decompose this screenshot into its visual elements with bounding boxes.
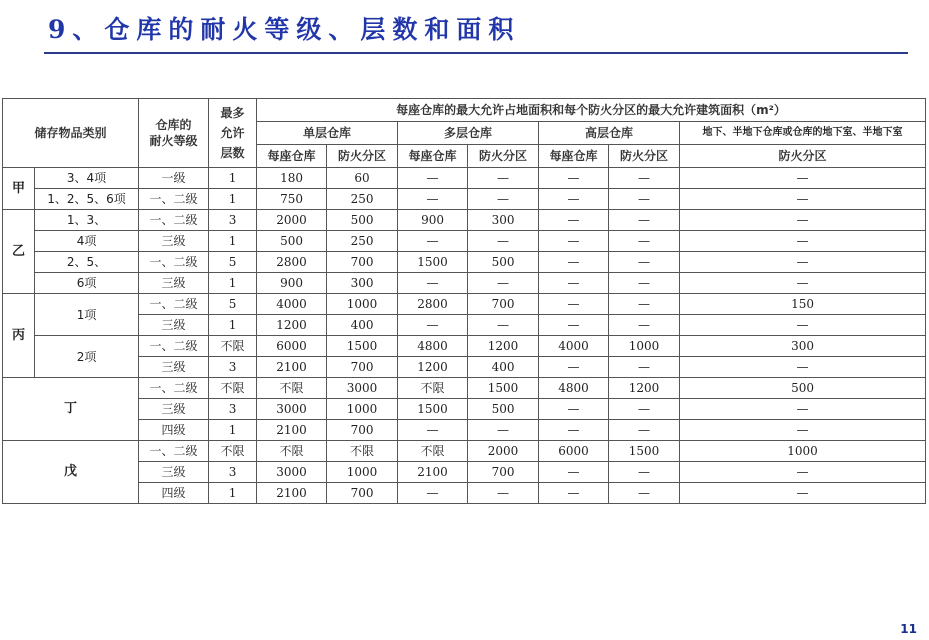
area-cell: 300 <box>680 336 926 357</box>
area-cell: 1000 <box>327 399 398 420</box>
header-area-title: 每座仓库的最大允许占地面积和每个防火分区的最大允许建筑面积（m²） <box>257 99 926 122</box>
area-cell: 1500 <box>468 378 539 399</box>
area-cell: — <box>539 315 609 336</box>
subcategory-label: 4项 <box>35 231 139 252</box>
area-cell: 750 <box>257 189 327 210</box>
area-cell: — <box>680 315 926 336</box>
area-cell: — <box>468 273 539 294</box>
area-cell: 不限 <box>327 441 398 462</box>
table-row <box>3 252 926 273</box>
area-cell: — <box>539 462 609 483</box>
max-floors-cell: 不限 <box>209 378 257 399</box>
max-floors-cell: 1 <box>209 273 257 294</box>
area-cell: 500 <box>257 231 327 252</box>
area-cell: 900 <box>257 273 327 294</box>
area-cell: — <box>680 357 926 378</box>
table-row <box>3 336 926 357</box>
area-cell: — <box>539 210 609 231</box>
area-cell: 2100 <box>257 483 327 504</box>
area-cell: 700 <box>327 420 398 441</box>
header-fire-zone: 防火分区 <box>327 145 398 168</box>
area-cell: — <box>680 420 926 441</box>
area-cell: — <box>468 231 539 252</box>
area-cell: — <box>609 252 680 273</box>
area-cell: 3000 <box>257 399 327 420</box>
table-row <box>3 483 926 504</box>
max-floors-cell: 3 <box>209 462 257 483</box>
page-number: 11 <box>900 622 917 636</box>
area-cell: 150 <box>680 294 926 315</box>
fire-rating-cell: 三级 <box>139 231 209 252</box>
area-cell: — <box>468 189 539 210</box>
area-cell: — <box>609 210 680 231</box>
area-cell: — <box>398 420 468 441</box>
area-cell: — <box>609 399 680 420</box>
area-cell: — <box>539 483 609 504</box>
area-cell: — <box>539 420 609 441</box>
area-cell: — <box>680 189 926 210</box>
fire-rating-cell: 三级 <box>139 315 209 336</box>
slide-title: 9、仓库的耐火等级、层数和面积 <box>48 15 521 44</box>
header-category: 储存物品类别 <box>3 99 139 168</box>
fire-rating-cell: 四级 <box>139 420 209 441</box>
header-single: 单层仓库 <box>257 122 398 145</box>
area-cell: — <box>680 273 926 294</box>
header-fire-zone: 防火分区 <box>609 145 680 168</box>
area-cell: 500 <box>327 210 398 231</box>
table-row <box>3 210 926 231</box>
area-cell: — <box>539 294 609 315</box>
subcategory-label: 2、5、 <box>35 252 139 273</box>
area-cell: 2000 <box>257 210 327 231</box>
area-cell: 1000 <box>680 441 926 462</box>
area-cell: 300 <box>327 273 398 294</box>
header-fire-zone: 防火分区 <box>468 145 539 168</box>
group-label: 乙 <box>3 210 35 294</box>
max-floors-cell: 3 <box>209 399 257 420</box>
area-cell: 3000 <box>257 462 327 483</box>
area-cell: 180 <box>257 168 327 189</box>
area-cell: 4000 <box>257 294 327 315</box>
header-fire-zone: 防火分区 <box>680 145 926 168</box>
area-cell: 400 <box>327 315 398 336</box>
group-label: 丁 <box>3 378 139 441</box>
area-cell: 1200 <box>398 357 468 378</box>
max-floors-cell: 1 <box>209 315 257 336</box>
area-cell: — <box>609 483 680 504</box>
area-cell: 400 <box>468 357 539 378</box>
header-multi: 多层仓库 <box>398 122 539 145</box>
fire-rating-cell: 一、二级 <box>139 294 209 315</box>
area-cell: — <box>680 252 926 273</box>
area-cell: 300 <box>468 210 539 231</box>
table-row <box>3 273 926 294</box>
area-cell: 2000 <box>468 441 539 462</box>
area-cell: — <box>539 189 609 210</box>
area-cell: — <box>680 462 926 483</box>
table-body <box>3 168 926 504</box>
area-cell: 2800 <box>398 294 468 315</box>
area-cell: 1200 <box>609 378 680 399</box>
area-cell: 500 <box>468 252 539 273</box>
area-cell: — <box>680 210 926 231</box>
max-floors-cell: 不限 <box>209 441 257 462</box>
group-label: 丙 <box>3 294 35 378</box>
fire-rating-cell: 一、二级 <box>139 378 209 399</box>
max-floors-cell: 1 <box>209 189 257 210</box>
area-cell: 不限 <box>398 441 468 462</box>
fire-rating-cell: 一、二级 <box>139 189 209 210</box>
area-cell: 2100 <box>257 357 327 378</box>
area-cell: — <box>680 483 926 504</box>
max-floors-cell: 1 <box>209 420 257 441</box>
area-cell: 2100 <box>398 462 468 483</box>
subcategory-label: 3、4项 <box>35 168 139 189</box>
table-row <box>3 231 926 252</box>
area-cell: 不限 <box>257 378 327 399</box>
area-cell: 60 <box>327 168 398 189</box>
subcategory-label: 1、2、5、6项 <box>35 189 139 210</box>
max-floors-cell: 1 <box>209 231 257 252</box>
header-high: 高层仓库 <box>539 122 680 145</box>
area-cell: — <box>398 189 468 210</box>
fire-rating-cell: 三级 <box>139 273 209 294</box>
max-floors-cell: 3 <box>209 210 257 231</box>
fire-rating-cell: 一、二级 <box>139 336 209 357</box>
area-cell: — <box>680 231 926 252</box>
area-cell: — <box>609 294 680 315</box>
fire-rating-cell: 三级 <box>139 462 209 483</box>
area-cell: — <box>609 357 680 378</box>
area-cell: — <box>609 462 680 483</box>
area-cell: 250 <box>327 189 398 210</box>
max-floors-cell: 3 <box>209 357 257 378</box>
area-cell: — <box>539 168 609 189</box>
area-cell: 700 <box>327 357 398 378</box>
area-cell: 3000 <box>327 378 398 399</box>
area-cell: 700 <box>327 252 398 273</box>
area-cell: — <box>609 189 680 210</box>
subcategory-label: 2项 <box>35 336 139 378</box>
max-floors-cell: 1 <box>209 168 257 189</box>
area-cell: — <box>398 273 468 294</box>
area-cell: 1200 <box>257 315 327 336</box>
area-cell: 4800 <box>398 336 468 357</box>
header-per-warehouse: 每座仓库 <box>539 145 609 168</box>
area-cell: — <box>609 273 680 294</box>
group-label: 戊 <box>3 441 139 504</box>
fire-rating-cell: 一、二级 <box>139 252 209 273</box>
group-label: 甲 <box>3 168 35 210</box>
area-cell: 4800 <box>539 378 609 399</box>
area-cell: — <box>398 315 468 336</box>
area-cell: 700 <box>468 462 539 483</box>
area-cell: 1500 <box>398 399 468 420</box>
fire-rating-cell: 一、二级 <box>139 441 209 462</box>
subcategory-label: 1、3、 <box>35 210 139 231</box>
header-per-warehouse: 每座仓库 <box>257 145 327 168</box>
area-cell: — <box>468 420 539 441</box>
table-row <box>3 441 926 462</box>
area-cell: 1500 <box>609 441 680 462</box>
max-floors-cell: 5 <box>209 294 257 315</box>
table-row <box>3 168 926 189</box>
area-cell: 700 <box>468 294 539 315</box>
area-cell: 900 <box>398 210 468 231</box>
table-row <box>3 420 926 441</box>
area-cell: — <box>680 399 926 420</box>
fire-rating-cell: 三级 <box>139 357 209 378</box>
fire-rating-cell: 一、二级 <box>139 210 209 231</box>
area-cell: — <box>680 168 926 189</box>
max-floors-cell: 1 <box>209 483 257 504</box>
area-cell: 250 <box>327 231 398 252</box>
area-cell: — <box>539 252 609 273</box>
fire-rating-cell: 三级 <box>139 399 209 420</box>
header-max-floors: 最多 允许 层数 <box>209 99 257 168</box>
table-row <box>3 357 926 378</box>
warehouse-fire-table <box>2 98 925 504</box>
area-cell: 2800 <box>257 252 327 273</box>
area-cell: — <box>468 483 539 504</box>
table-row <box>3 378 926 399</box>
subcategory-label: 1项 <box>35 294 139 336</box>
area-cell: 1000 <box>327 462 398 483</box>
area-cell: 500 <box>680 378 926 399</box>
area-cell: — <box>539 357 609 378</box>
table-row <box>3 315 926 336</box>
area-cell: — <box>609 315 680 336</box>
area-cell: 1500 <box>398 252 468 273</box>
max-floors-cell: 不限 <box>209 336 257 357</box>
table-row <box>3 399 926 420</box>
area-cell: — <box>609 231 680 252</box>
area-cell: 500 <box>468 399 539 420</box>
area-cell: — <box>539 231 609 252</box>
title-underline <box>44 52 908 54</box>
area-cell: 2100 <box>257 420 327 441</box>
area-cell: — <box>609 168 680 189</box>
area-cell: 不限 <box>398 378 468 399</box>
area-cell: 1200 <box>468 336 539 357</box>
fire-rating-cell: 一级 <box>139 168 209 189</box>
header-fire-rating: 仓库的 耐火等级 <box>139 99 209 168</box>
fire-rating-cell: 四级 <box>139 483 209 504</box>
header-per-warehouse: 每座仓库 <box>398 145 468 168</box>
area-cell: 700 <box>327 483 398 504</box>
area-cell: 6000 <box>257 336 327 357</box>
area-cell: 6000 <box>539 441 609 462</box>
area-cell: — <box>398 168 468 189</box>
area-cell: — <box>468 168 539 189</box>
area-cell: 1500 <box>327 336 398 357</box>
area-cell: — <box>398 231 468 252</box>
subcategory-label: 6项 <box>35 273 139 294</box>
area-cell: 4000 <box>539 336 609 357</box>
table-row <box>3 462 926 483</box>
max-floors-cell: 5 <box>209 252 257 273</box>
table-row <box>3 294 926 315</box>
header-underground: 地下、半地下仓库或仓库的地下室、半地下室 <box>680 122 926 145</box>
area-cell: — <box>539 399 609 420</box>
area-cell: — <box>539 273 609 294</box>
table-row <box>3 189 926 210</box>
area-cell: — <box>468 315 539 336</box>
area-cell: — <box>609 420 680 441</box>
area-cell: 不限 <box>257 441 327 462</box>
area-cell: 1000 <box>327 294 398 315</box>
area-cell: — <box>398 483 468 504</box>
area-cell: 1000 <box>609 336 680 357</box>
